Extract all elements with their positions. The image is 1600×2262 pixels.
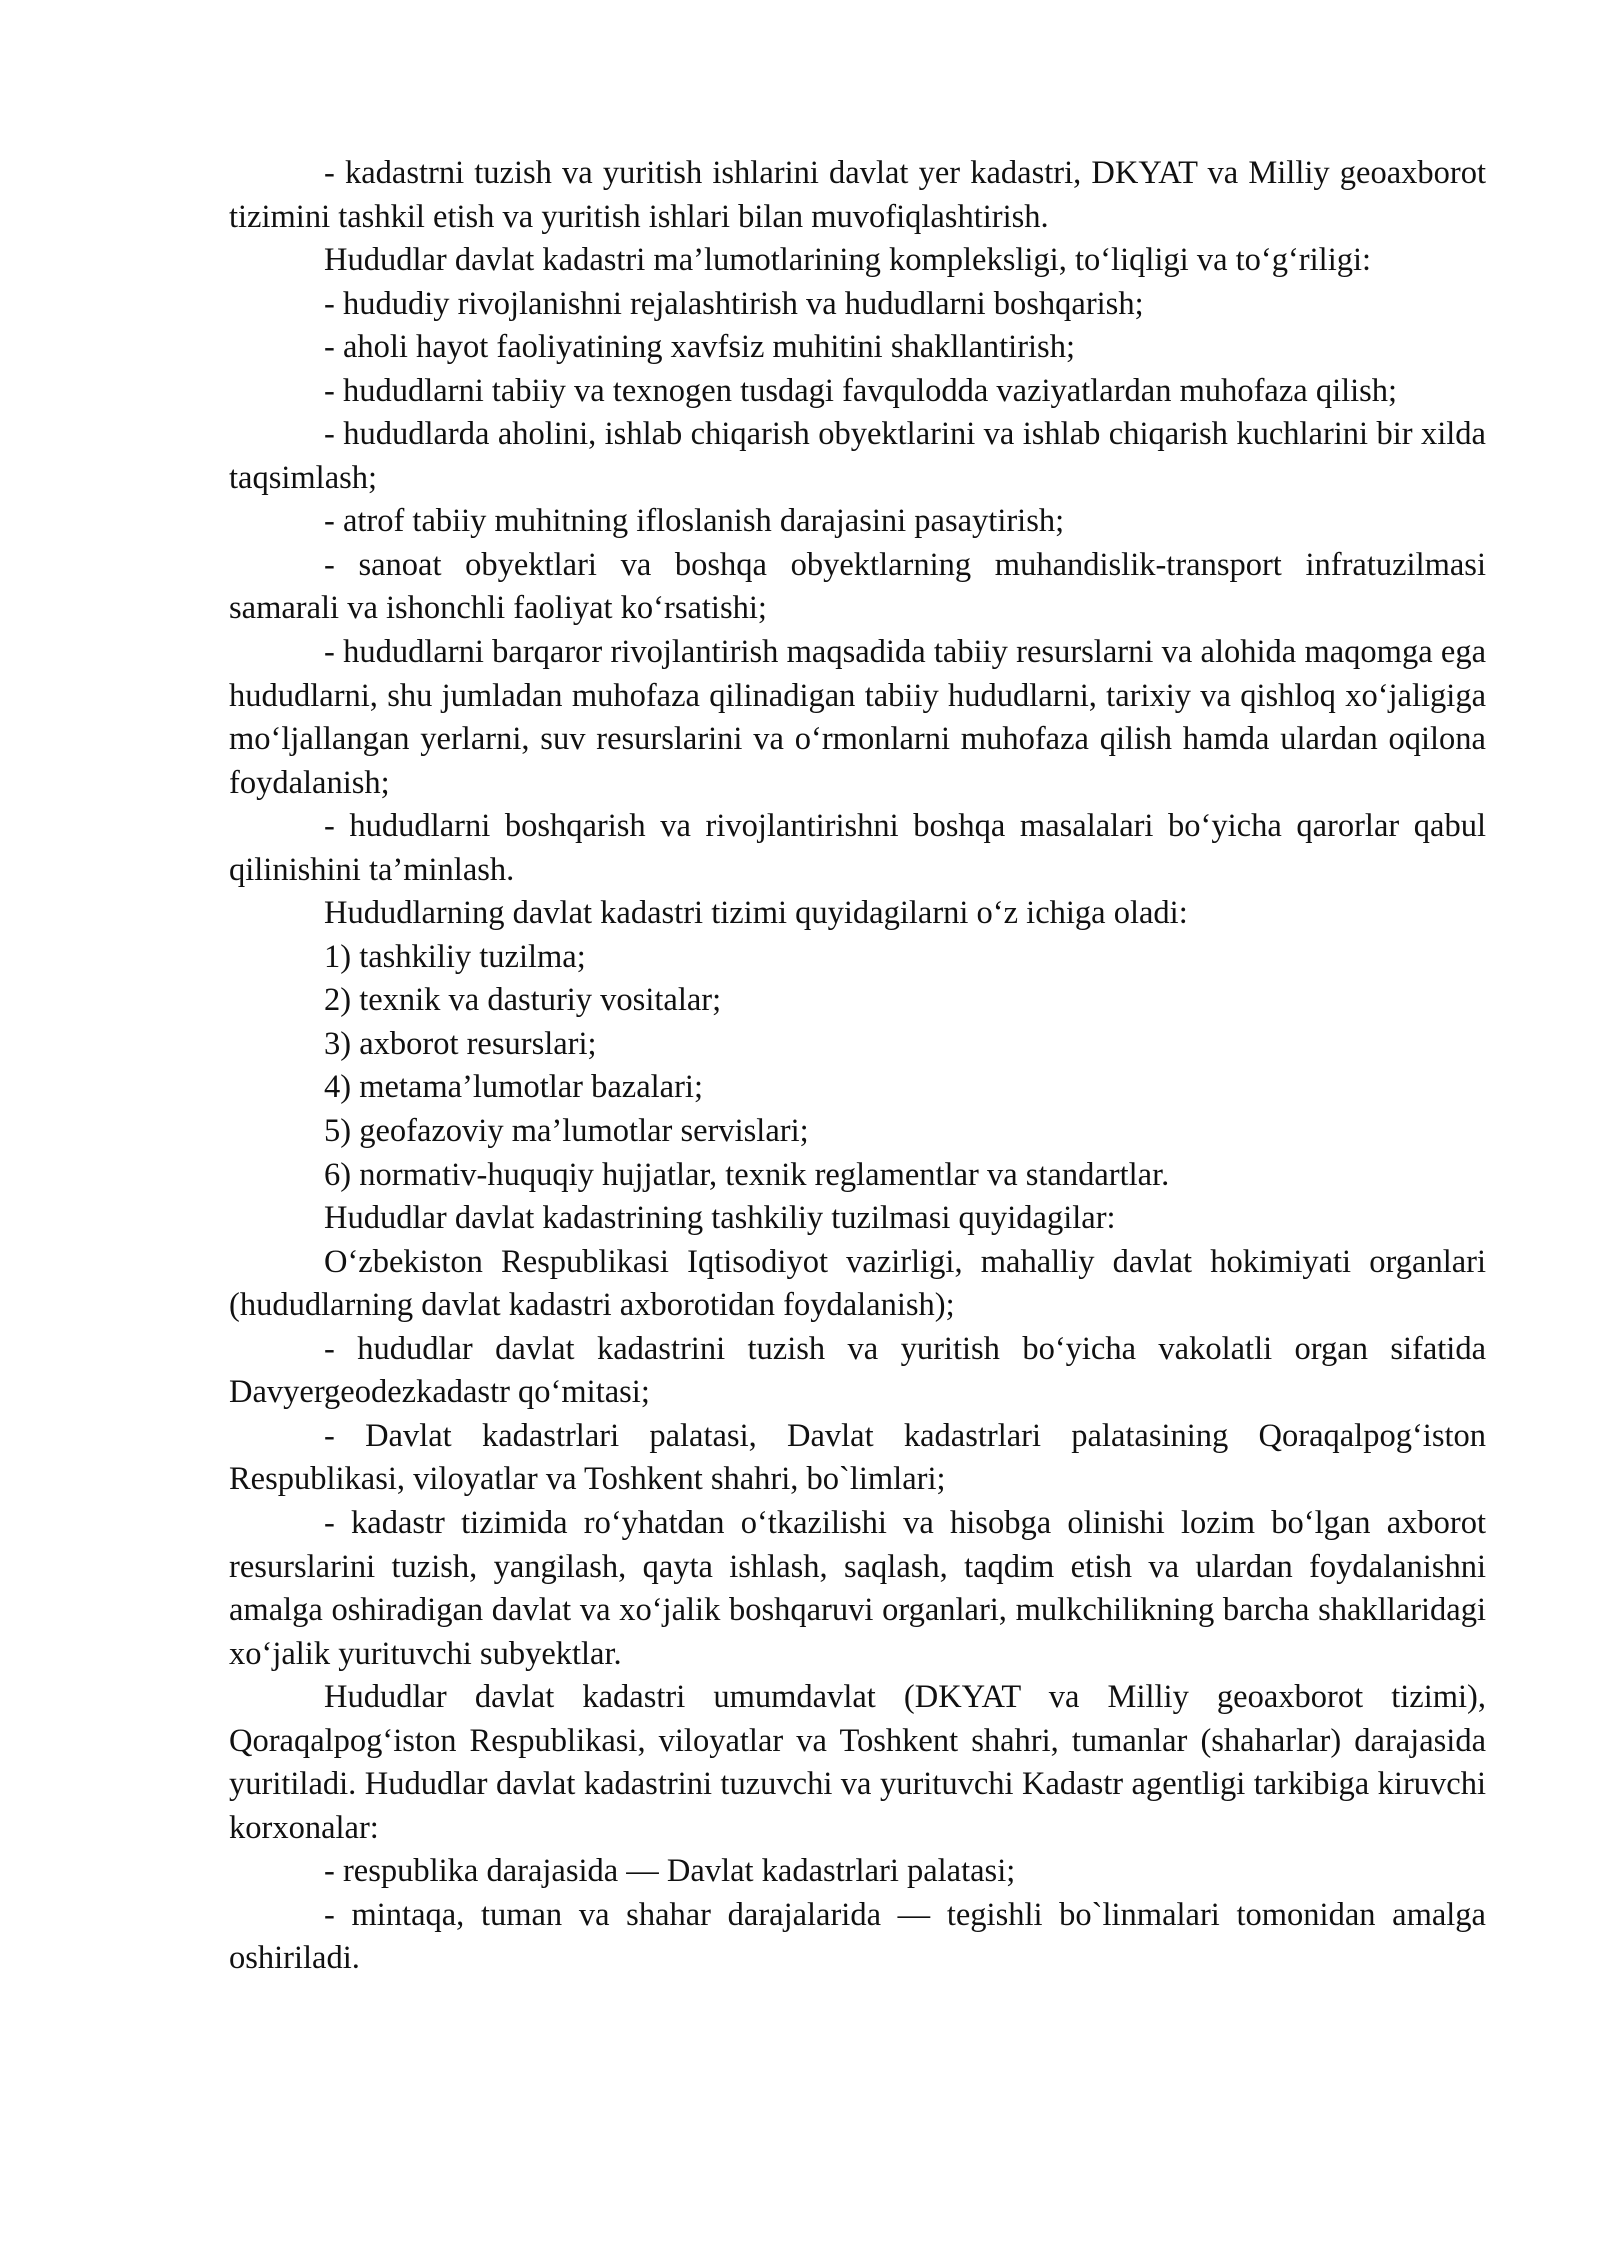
paragraph: - hududlarni boshqarish va rivojlantirishni boshqa masalalari bo‘yicha qarorlar qabul qilinishini ta’minlash. bbox=[229, 808, 1486, 888]
paragraph: - mintaqa, tuman va shahar darajalarida — tegishli bo`linmalari tomonidan amalga oshiriladi. bbox=[229, 1896, 1486, 1977]
paragraph: - hududiy rivojlanishni rejalashtirish va hududlarni boshqarish; bbox=[324, 285, 1144, 322]
paragraph: Hududlar davlat kadastri umumdavlat (DKYAT va Milliy geoaxborot tizimi), Qoraqalpog‘iston Respublikasi, viloyatlar va Toshkent shahri, tumanlar (shaharlar) darajasida yuritiladi. Hududlar davlat kadastrini tuzuvchi va yurituvchi Kadastr agentligi tarkibiga kiruvchi korxonalar: bbox=[229, 1679, 1486, 1846]
list-item: 6) normativ-huquqiy hujjatlar, texnik reglamentlar va standartlar. bbox=[324, 1156, 1170, 1193]
list-item: 4) metama’lumotlar bazalari; bbox=[324, 1069, 703, 1106]
list-item: 3) axborot resurslari; bbox=[324, 1025, 597, 1062]
paragraph: O‘zbekiston Respublikasi Iqtisodiyot vazirligi, mahalliy davlat hokimiyati organlari (hududlarning davlat kadastri axborotidan foydalanish); bbox=[229, 1243, 1486, 1324]
paragraph: - sanoat obyektlari va boshqa obyektlarning muhandislik-transport infratuzilmasi samarali va ishonchli faoliyat ko‘rsatishi; bbox=[229, 546, 1486, 627]
paragraph: Hududlarning davlat kadastri tizimi quyidagilarni o‘z ichiga oladi: bbox=[324, 895, 1188, 932]
paragraph: - hududlarni barqaror rivojlantirish maqsadida tabiiy resurslarni va alohida maqomga ega hududlarni, shu jumladan muhofaza qilinadigan tabiiy hududlarni, tarixiy va qishloq xo‘jaligiga mo‘ljallangan yerlarni, suv resurslarini va o‘rmonlarni muhofaza qilish hamda ulardan oqilona foydalanish; bbox=[229, 634, 1486, 801]
paragraph: - kadastr tizimida ro‘yhatdan o‘tkazilishi va hisobga olinishi lozim bo‘lgan axborot resurslarini tuzish, yangilash, qayta ishlash, saqlash, taqdim etish va ulardan foydalanishni amalga oshiradigan davlat va xo‘jalik boshqaruvi organlari, mulkchilikning barcha shakllaridagi xo‘jalik yurituvchi subyektlar. bbox=[229, 1504, 1486, 1672]
document-body bbox=[229, 152, 1486, 1981]
paragraph: - hududlarda aholini, ishlab chiqarish obyektlarini va ishlab chiqarish kuchlarini bir xilda taqsimlash; bbox=[229, 416, 1486, 496]
list-item: 5) geofazoviy ma’lumotlar servislari; bbox=[324, 1113, 809, 1150]
list-item: 2) texnik va dasturiy vositalar; bbox=[324, 982, 722, 1019]
paragraph: Hududlar davlat kadastrining tashkiliy tuzilmasi quyidagilar: bbox=[324, 1200, 1116, 1237]
paragraph: - kadastrni tuzish va yuritish ishlarini davlat yer kadastri, DKYAT va Milliy geoaxborot tizimini tashkil etish va yuritish ishlari bilan muvofiqlashtirish. bbox=[229, 155, 1486, 235]
paragraph: - aholi hayot faoliyatining xavfsiz muhitini shakllantirish; bbox=[324, 329, 1075, 366]
list-item: 1) tashkiliy tuzilma; bbox=[324, 938, 586, 975]
paragraph: - respublika darajasida — Davlat kadastrlari palatasi; bbox=[324, 1853, 1016, 1890]
paragraph: - atrof tabiiy muhitning ifloslanish darajasini pasaytirish; bbox=[324, 503, 1065, 540]
paragraph: - hududlar davlat kadastrini tuzish va yuritish bo‘yicha vakolatli organ sifatida Davyergeodezkadastr qo‘mitasi; bbox=[229, 1330, 1486, 1411]
paragraph: - Davlat kadastrlari palatasi, Davlat kadastrlari palatasining Qoraqalpog‘iston Respublikasi, viloyatlar va Toshkent shahri, bo`limlari; bbox=[229, 1417, 1486, 1498]
paragraph: Hududlar davlat kadastri ma’lumotlarining kompleksligi, to‘liqligi va to‘g‘riligi: bbox=[324, 242, 1372, 279]
paragraph: - hududlarni tabiiy va texnogen tusdagi favqulodda vaziyatlardan muhofaza qilish; bbox=[324, 372, 1398, 409]
